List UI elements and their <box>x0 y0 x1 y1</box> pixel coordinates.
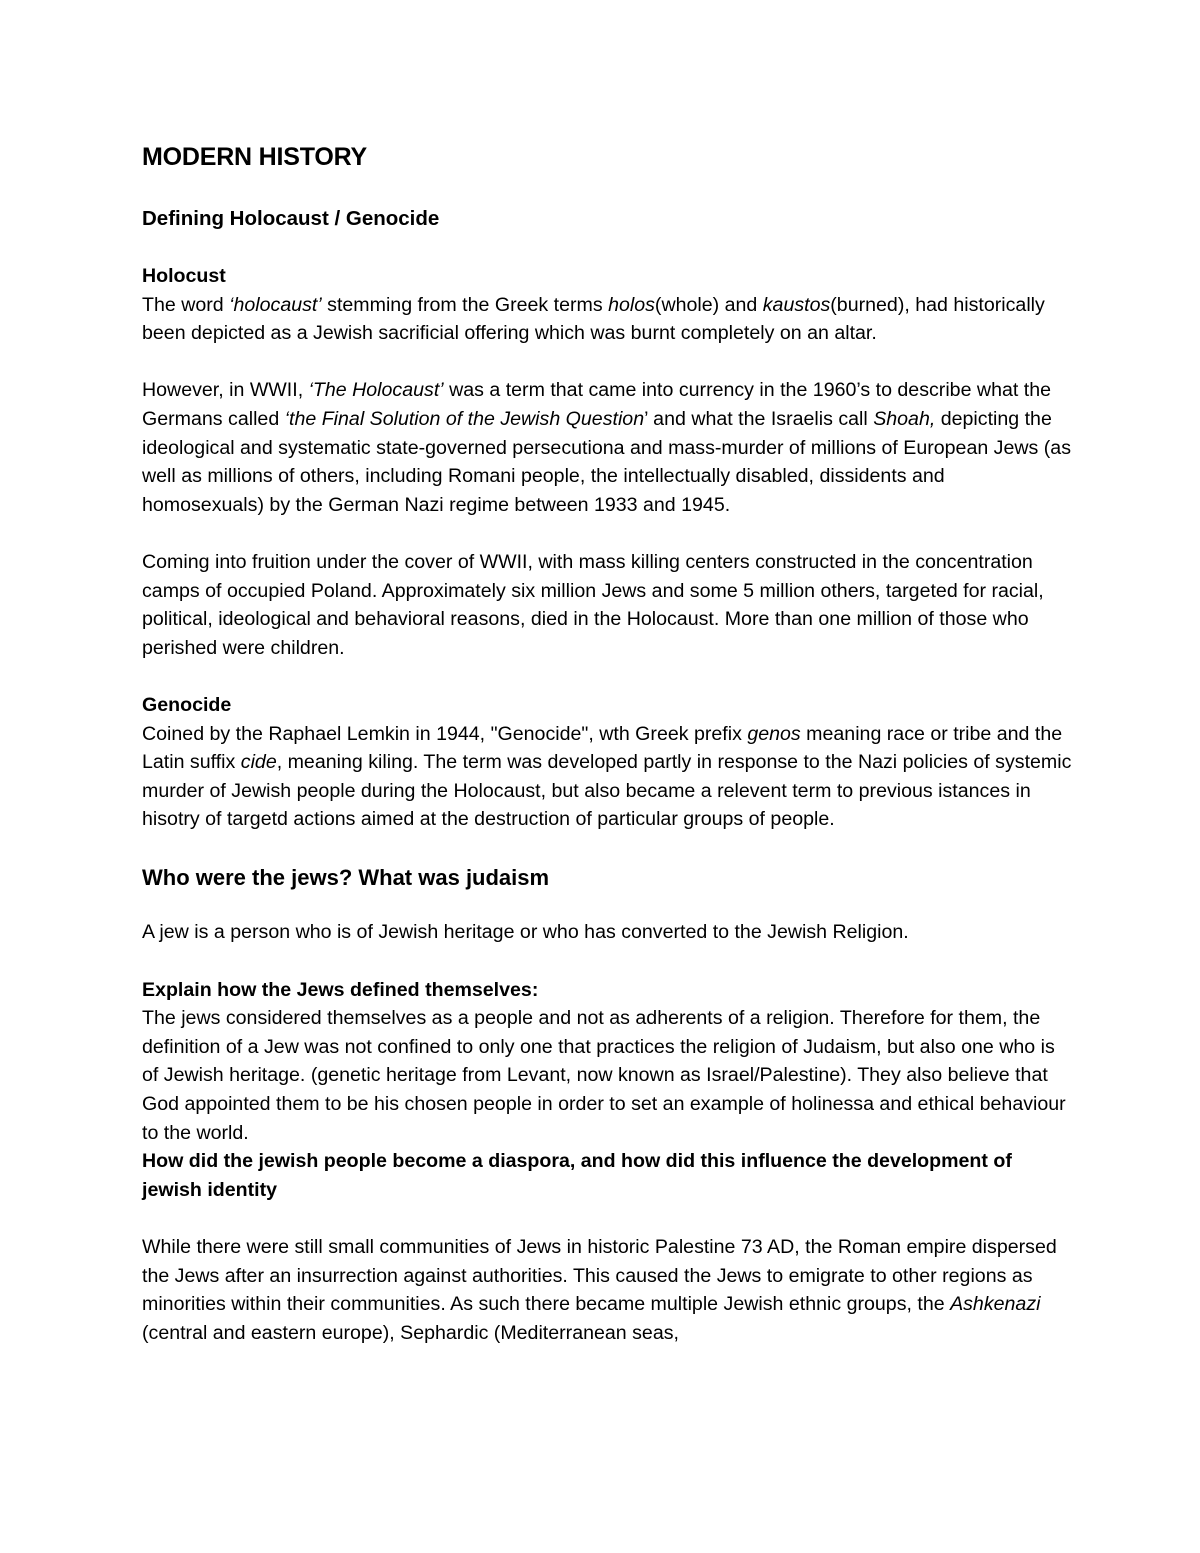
answer-jews-defined: The jews considered themselves as a people and not as adherents of a religion. Therefore for them, the definition of a Jew was not confined to only one that practices the religion of Judaism, but also one who is of Jewish heritage. (genetic heritage from Levant, now known as Israel/Palestine). They also believe that God appointed them to be his chosen people in order to set an example of holinessa and ethical behaviour to the world. <box>142 1007 1066 1144</box>
document-page <box>142 140 1072 1347</box>
holocaust-paragraph-1: The word ‘holocaust’ stemming from the Greek terms holos(whole) and kaustos(burned), had historically been depicted as a Jewish sacrificial offering which was burnt completely on an altar. <box>142 293 1045 345</box>
question-diaspora: How did the jewish people become a diaspora, and how did this influence the development of jewish identity <box>142 1150 1012 1201</box>
section-heading-jews: Who were the jews? What was judaism <box>142 865 550 891</box>
question-jews-defined: Explain how the Jews defined themselves: <box>142 978 539 1001</box>
genocide-paragraph-1: Coined by the Raphael Lemkin in 1944, "Genocide", wth Greek prefix genos meaning race or tribe and the Latin suffix cide, meaning kiling. The term was developed partly in response to the Nazi policies of systemic murder of Jewish people during the Holocaust, but also became a relevent term to previous istances in hisotry of targetd actions aimed at the destruction of particular groups of people. <box>142 722 1072 831</box>
jews-intro-paragraph: A jew is a person who is of Jewish heritage or who has converted to the Jewish Religion. <box>142 921 909 944</box>
holocaust-paragraph-3: Coming into fruition under the cover of WWII, with mass killing centers constructed in the concentration camps of occupied Poland. Approximately six million Jews and some 5 million others, targeted for racial, political, ideological and behavioral reasons, died in the Holocaust. More than one million of those who perished were children. <box>142 550 1044 659</box>
document-title: MODERN HISTORY <box>142 143 367 171</box>
holocaust-paragraph-2: However, in WWII, ‘The Holocaust’ was a term that came into currency in the 1960’s to describe what the Germans called ‘the Final Solution of the Jewish Question’ and what the Israelis call Shoah, depicting the ideological and systematic state-governed persecutiona and mass-murder of millions of European Jews (as well as millions of others, including Romani people, the intellectually disabled, dissidents and homosexuals) by the German Nazi regime between 1933 and 1945. <box>142 379 1071 516</box>
answer-diaspora: While there were still small communities of Jews in historic Palestine 73 AD, the Roman empire dispersed the Jews after an insurrection against authorities. This caused the Jews to emigrate to other regions as minorities within their communities. As such there became multiple Jewish ethnic groups, the Ashkenazi (central and eastern europe), Sephardic (Mediterranean seas, <box>142 1236 1057 1344</box>
section-heading-defining: Defining Holocaust / Genocide <box>142 207 440 230</box>
term-holocaust: Holocust <box>142 265 226 287</box>
term-genocide: Genocide <box>142 693 232 716</box>
